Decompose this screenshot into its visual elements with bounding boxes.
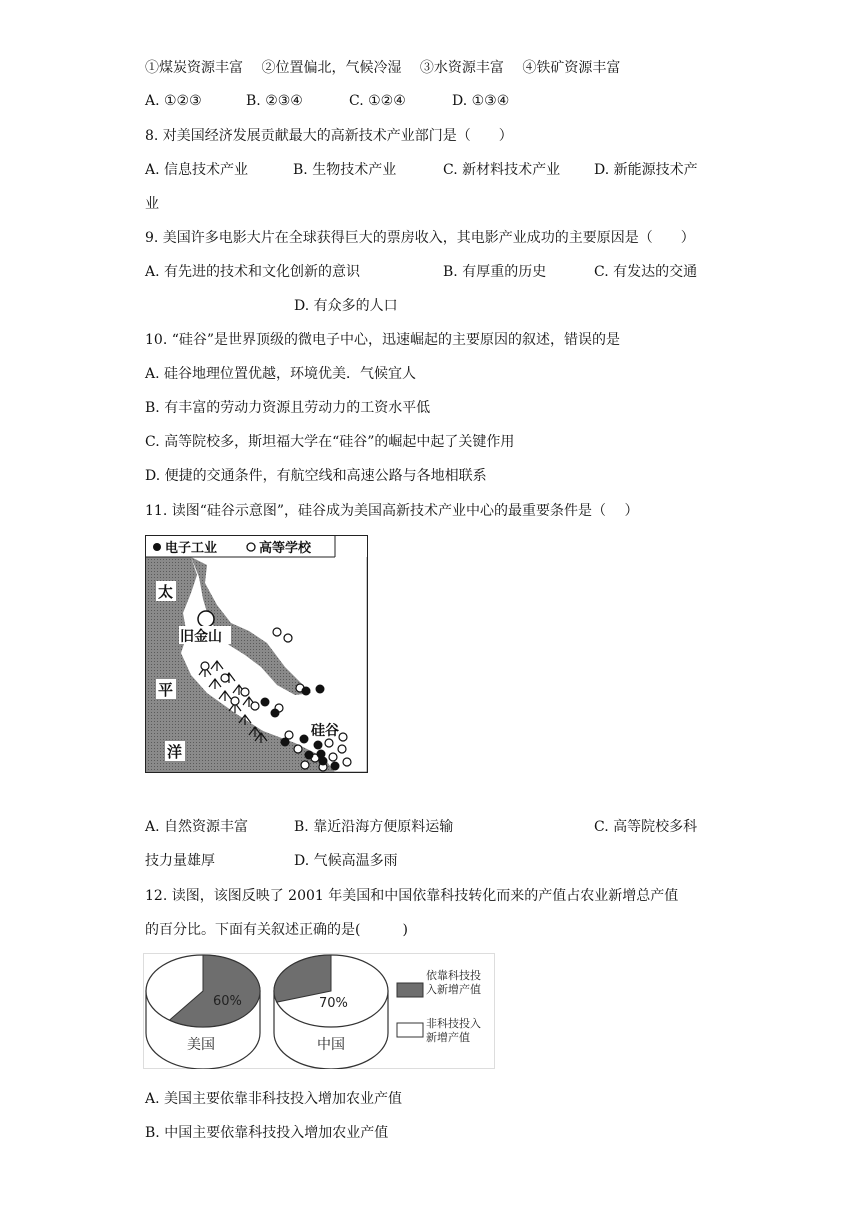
q11-option-a: A. 自然资源丰富 [145,819,249,835]
q11-stem: 11. 读图“硅谷示意图”，硅谷成为美国高新技术产业中心的最重要条件是（ ） [145,503,639,519]
q8-option-d-cont: 业 [145,196,159,212]
ocean-label-3: 洋 [167,743,183,761]
legend-nontech-line1: 非科技投入 [426,1017,481,1030]
q11-option-c: C. 高等院校多科 [594,819,698,835]
q8-option-c: C. 新材料技术产业 [443,162,561,178]
q9-option-a: A. 有先进的技术和文化创新的意识 [145,264,361,280]
q11-option-c-cont: 技力量雄厚 [145,853,215,869]
q7-option-a: A. ①②③ [145,93,202,109]
q7-option-d: D. ①③④ [452,93,510,109]
q12-option-b: B. 中国主要依靠科技投入增加农业产值 [145,1125,389,1141]
silicon-valley-label: 硅谷 [311,723,339,739]
legend-tech-line2: 入新增产值 [426,983,481,996]
q7-option-c: C. ①②④ [349,93,406,109]
legend-electronics-label: 电子工业 [165,541,218,556]
ocean-label-2: 平 [158,681,174,699]
legend-university-dot [247,543,255,551]
legend-tech-swatch [397,983,423,997]
q12-stem-line1: 12. 读图，该图反映了 2001 年美国和中国依靠科技转化而来的产值占农业新增总产值 [145,888,679,904]
q10-option-c: C. 高等院校多，斯坦福大学在“硅谷”的崛起中起了关键作用 [145,434,515,450]
legend-university-label: 高等学校 [259,541,312,556]
q8-option-a: A. 信息技术产业 [145,162,249,178]
q10-option-d: D. 便捷的交通条件，有航空线和高速公路与各地相联系 [145,468,487,484]
legend-electronics-dot [153,543,161,551]
pie-0-percent-label: 60% [213,994,242,1009]
legend-nontech-swatch [397,1023,423,1037]
q8-stem: 8. 对美国经济发展贡献最大的高新技术产业部门是（ ） [145,128,513,144]
pie-usa-name: 美国 [187,1037,215,1053]
q12-option-a: A. 美国主要依靠非科技投入增加农业产值 [145,1091,403,1107]
q11-option-d: D. 气候高温多雨 [294,853,398,869]
pie-1-percent-label: 70% [319,996,348,1011]
q10-stem: 10. “硅谷”是世界顶级的微电子中心，迅速崛起的主要原因的叙述，错误的是 [145,332,621,348]
q9-option-d: D. 有众多的人口 [294,298,398,314]
silicon-valley-map [145,535,368,773]
ocean-label-1: 太 [158,583,174,601]
q7-options-line: ①煤炭资源丰富 ②位置偏北，气候冷湿 ③水资源丰富 ④铁矿资源丰富 [145,60,621,76]
pie-chart-figure [143,953,495,1069]
q9-stem: 9. 美国许多电影大片在全球获得巨大的票房收入，其电影产业成功的主要原因是（ ） [145,230,695,246]
q8-option-d: D. 新能源技术产 [594,162,698,178]
q10-option-b: B. 有丰富的劳动力资源且劳动力的工资水平低 [145,400,431,416]
q9-option-b: B. 有厚重的历史 [443,264,547,280]
q7-option-b: B. ②③④ [246,93,303,109]
legend-nontech-line2: 新增产值 [426,1031,470,1044]
san-francisco-label: 旧金山 [180,629,222,645]
san-francisco-marker [198,611,214,627]
q8-option-b: B. 生物技术产业 [293,162,397,178]
legend-tech-line1: 依靠科技投 [426,969,481,982]
q12-stem-line2: 的百分比。下面有关叙述正确的是( ) [145,922,408,938]
q11-option-b: B. 靠近沿海方便原料运输 [294,819,454,835]
q9-option-c: C. 有发达的交通 [594,264,698,280]
q10-option-a: A. 硅谷地理位置优越，环境优美．气候宜人 [145,366,417,382]
pie-china-name: 中国 [317,1037,345,1053]
